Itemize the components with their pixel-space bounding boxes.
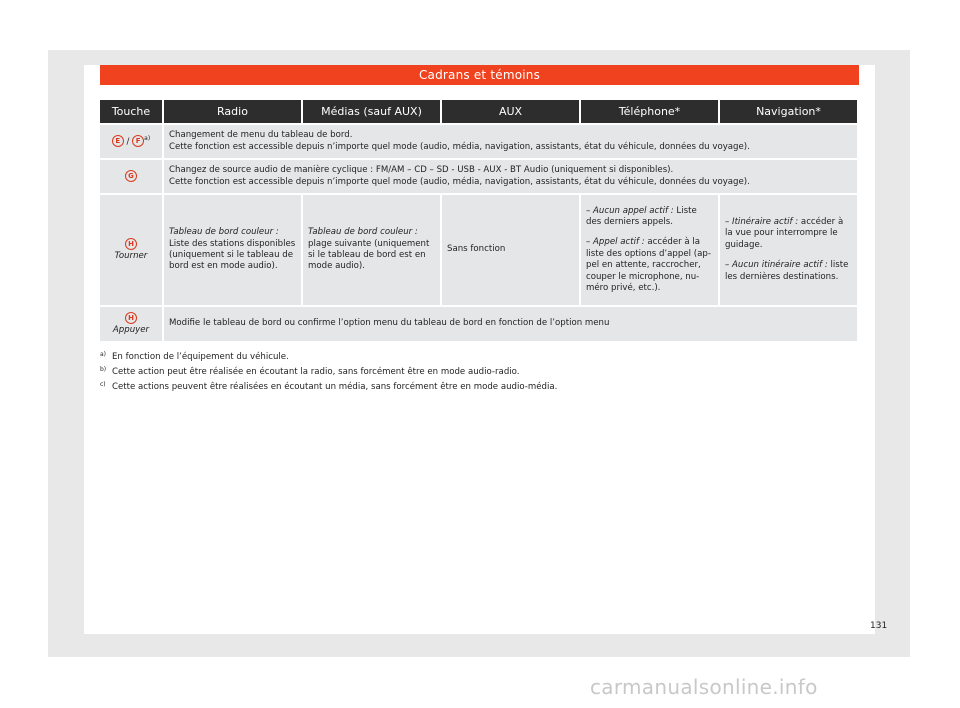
media-cell-text: plage suivante (uniquement si le tableau de bord est en mode audio). [308, 238, 430, 272]
description-line: Changement de menu du tableau de bord. [169, 130, 353, 141]
key-action-label: Appuyer [112, 324, 150, 335]
footnote [100, 382, 860, 392]
phone-item-text: Liste des derniers appels. [586, 205, 697, 227]
phone-item-title: – Aucun appel actif : [586, 205, 674, 216]
key-h-icon: H [125, 312, 137, 324]
col-header-telephone: Téléphone* [581, 100, 718, 123]
key-cell [100, 125, 162, 158]
table-row [100, 160, 857, 193]
key-separator: / [123, 136, 133, 147]
footnotes [100, 352, 860, 397]
row-description [164, 307, 857, 341]
radio-cell-title: Tableau de bord couleur : [169, 227, 279, 238]
table-row [100, 195, 857, 305]
description-line: Modifie le tableau de bord ou confirme l’option menu du tableau de bord en fonction de l’option menu [169, 318, 610, 329]
table-row [100, 307, 857, 341]
phone-item-text: accéder à la liste des options d’appel (ap-pel en attente, raccrocher, couper le microphone, nu-méro privé, etc.). [586, 237, 711, 294]
table-header-row [100, 100, 857, 123]
section-title: Cadrans et témoins [100, 65, 859, 85]
col-header-touche: Touche [100, 100, 162, 123]
navigation-cell [720, 195, 857, 305]
row-description [164, 125, 857, 158]
radio-cell [164, 195, 301, 305]
media-cell-title: Tableau de bord couleur : [308, 227, 418, 238]
col-header-navigation: Navigation* [720, 100, 857, 123]
footnote-mark: a) [100, 351, 107, 358]
table-row [100, 125, 857, 158]
watermark: carmanualsonline.info [590, 675, 818, 699]
aux-cell-text: Sans fonction [447, 244, 506, 255]
col-header-aux: AUX [442, 100, 579, 123]
page-number: 131 [870, 621, 888, 631]
key-cell [100, 307, 162, 341]
radio-cell-text: Liste des stations disponibles (uniquement si le tableau de bord est en mode audio). [169, 238, 296, 272]
aux-cell [442, 195, 579, 305]
key-h-icon: H [125, 238, 137, 250]
footnote-text: Cette action peut être réalisée en écoutant la radio, sans forcément être en mode audio-radio. [112, 367, 520, 377]
nav-item-title: – Aucun itinéraire actif : [725, 260, 828, 271]
description-line: Cette fonction est accessible depuis n’importe quel mode (audio, média, navigation, assistants, état du véhicule, données du voyage). [169, 176, 750, 187]
footnote-mark: c) [100, 381, 106, 388]
key-cell [100, 195, 162, 305]
col-header-medias: Médias (sauf AUX) [303, 100, 440, 123]
nav-item-text: liste les dernières destinations. [725, 260, 849, 282]
key-cell [100, 160, 162, 193]
footnote-ref: a) [144, 134, 151, 142]
row-description [164, 160, 857, 193]
controls-table [98, 100, 859, 341]
key-g-icon: G [125, 170, 137, 182]
col-header-radio: Radio [164, 100, 301, 123]
footnote-text: En fonction de l’équipement du véhicule. [112, 352, 289, 362]
key-action-label: Tourner [114, 250, 148, 261]
description-line: Changez de source audio de manière cyclique : FM/AM – CD – SD - USB - AUX - BT Audio (uniquement si disponibles). [169, 165, 674, 176]
phone-item-title: – Appel actif : [586, 237, 645, 248]
key-f-icon: F [132, 135, 144, 147]
key-e-icon: E [112, 135, 124, 147]
media-cell [303, 195, 440, 305]
description-line: Cette fonction est accessible depuis n’importe quel mode (audio, média, navigation, assistants, état du véhicule, données du voyage). [169, 141, 750, 152]
nav-item-title: – Itinéraire actif : [725, 216, 799, 227]
footnote [100, 367, 860, 377]
phone-cell [581, 195, 718, 305]
footnote-text: Cette actions peuvent être réalisées en écoutant un média, sans forcément être en mode audio-média. [112, 382, 558, 392]
nav-item-text: accéder à la vue pour interrompre le guidage. [725, 216, 844, 250]
footnote [100, 352, 860, 362]
footnote-mark: b) [100, 366, 107, 373]
